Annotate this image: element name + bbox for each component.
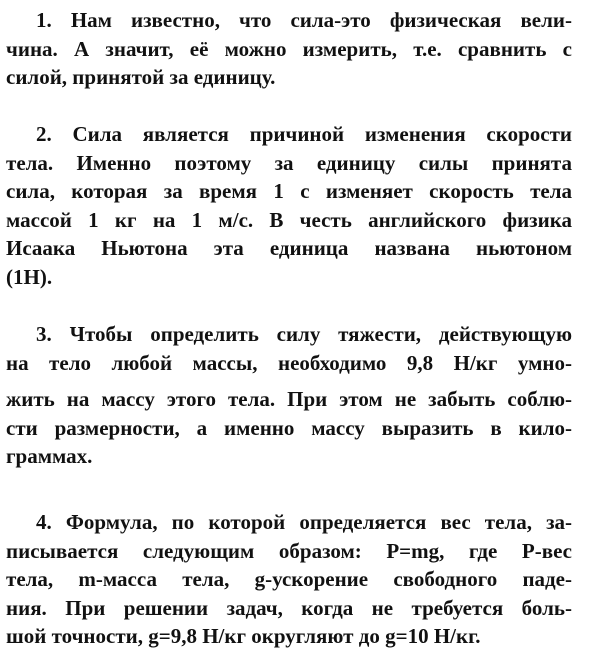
paragraph-line: сила, которая за время 1 с изменяет скорость тела — [6, 179, 572, 203]
paragraph-line: тела. Именно поэтому за единицу силы принята — [6, 150, 572, 175]
paragraph-line: чина. А значит, её можно измерить, т.е. сравнить с — [6, 36, 572, 61]
paragraph-1 — [6, 6, 572, 92]
paragraph-line: сти размерности, а именно массу выразить в кило- — [6, 415, 572, 440]
paragraph-line: 3. Чтобы определить силу тяжести, действующую — [36, 322, 572, 346]
paragraph-4 — [6, 508, 572, 651]
paragraph-line: силой, принятой за единицу. — [6, 65, 276, 89]
paragraph-line: массой 1 кг на 1 м/с. В честь английского физика — [6, 207, 572, 232]
paragraph-line: 2. Сила является причиной изменения скорости — [36, 122, 572, 146]
paragraph-line: тела, m-масса тела, g-ускорение свободного паде- — [6, 567, 572, 591]
paragraph-line: жить на массу этого тела. При этом не забыть соблю- — [6, 387, 572, 411]
paragraph-line: (1Н). — [6, 264, 53, 289]
paragraph-line: на тело любой массы, необходимо 9,8 Н/кг умно- — [6, 350, 572, 375]
paragraph-line: ния. При решении задач, когда не требуется боль- — [6, 595, 572, 620]
paragraph-line: шой точности, g=9,8 Н/кг округляют до g=10 Н/кг. — [6, 624, 481, 648]
paragraph-line: Исаака Ньютона эта единица названа ньютоном — [6, 236, 572, 260]
paragraph-line: 4. Формула, по которой определяется вес тела, за- — [36, 510, 572, 534]
paragraph-line: 1. Нам известно, что сила-это физическая вели- — [36, 8, 572, 32]
paragraph-line: граммах. — [6, 444, 93, 468]
paragraph-2 — [6, 120, 572, 291]
paragraph-3 — [6, 320, 572, 471]
paragraph-line: писывается следующим образом: P=mg, где P-вес — [6, 538, 572, 563]
